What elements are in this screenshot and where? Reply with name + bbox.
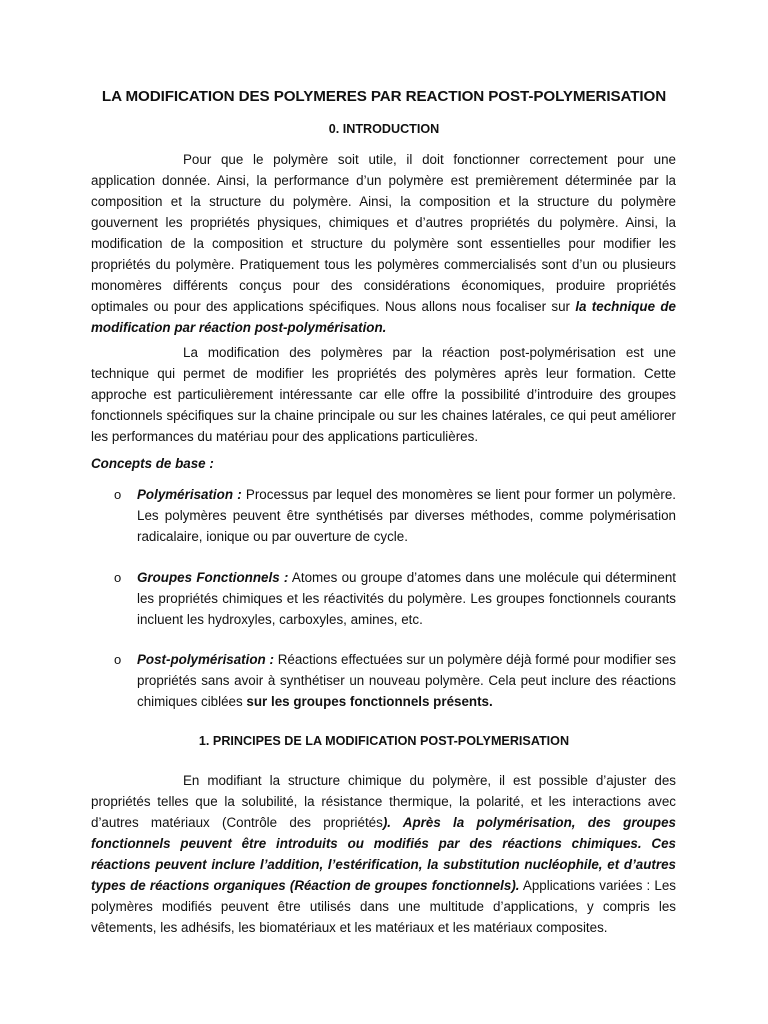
intro-paragraph-1-text: Pour que le polymère soit utile, il doit fonctionner correctement pour une application donnée. Ainsi, la performance d’un polymère est premièrement déterminée par la composition et la structure du polymère. Ainsi, la composition et la structure du polymère gouvernent les propriétés physiques, chimiques et d’autres propriétés du polymère. Ainsi, la modification de la composition et structure du polymère sont essentielles pour modifier les propriétés du polymère. Pratiquement tous les polymères commercialisés sont d’un ou plusieurs monomères différents conçus pour des considérations économiques, produire propriétés optimales ou pour des applications spécifiques. Nous allons nous focaliser sur (91, 152, 676, 314)
bullet-marker: o (114, 487, 122, 502)
section1-text-c: Applications variées : Les polymères modifiés peuvent être utilisés dans une multitude d’applications, y compris les vêtements, les adhésifs, les biomatériaux et les matériaux et les matériaux composites. (91, 878, 676, 935)
section1-text-a: En modifiant la structure chimique du polymère, il est possible d’ajuster des propriétés telles que la solubilité, la résistance thermique, la polarité, et les interactions avec d’autres matériaux (Contrôle des propriétés (91, 773, 676, 830)
intro-paragraph-2: La modification des polymères par la réaction post-polymérisation est une technique qui permet de modifier les propriétés des polymères après leur formation. Cette approche est particulièrement intéressante car elle offre la possibilité d’introduire des groupes fonctionnels spécifiques sur la chaine principale ou sur les chaines latérales, ce qui peut améliorer les performances du matériau pour des applications particulières. (91, 345, 676, 444)
concept-text: Atomes ou groupe d’atomes dans une molécule qui déterminent les propriétés chimiques et les réactivités du polymère. Les groupes fonctionnels courants incluent les hydroxyles, carboxyles, amines, etc. (137, 570, 676, 627)
concept-term: Post-polymérisation : (137, 652, 274, 667)
concepts-heading: Concepts de base : (91, 456, 214, 471)
section-heading-introduction: 0. INTRODUCTION (328, 122, 440, 136)
section1-text-emphasis: ). Après la polymérisation, des groupes fonctionnels peuvent être introduits ou modifiés par des réactions chimiques. Ces réactions peuvent inclure l’addition, l’estérification, la substitution nucléophile, et d’autres types de réactions organiques (Réaction de groupes fonctionnels). (91, 815, 676, 893)
concept-item-post-polymerisation (137, 649, 676, 712)
concept-item-polymerisation (137, 484, 676, 547)
section-heading-principes: 1. PRINCIPES DE LA MODIFICATION POST-POLYMERISATION (198, 734, 570, 748)
intro-paragraph-1 (91, 149, 676, 338)
concept-text: Réactions effectuées sur un polymère déjà formé pour modifier ses propriétés sans avoir à synthétiser un nouveau polymère. Cela peut inclure des réactions chimiques ciblées (137, 652, 676, 709)
concept-text: Processus par lequel des monomères se lient pour former un polymère. Les polymères peuvent être synthétisés par diverses méthodes, comme polymérisation radicalaire, ionique ou par ouverture de cycle. (137, 487, 676, 544)
bullet-marker: o (114, 570, 122, 585)
bullet-marker: o (114, 652, 122, 667)
section1-paragraph (91, 770, 676, 938)
concept-item-groupes-fonctionnels (137, 567, 676, 630)
concept-term: Groupes Fonctionnels : (137, 570, 289, 585)
concept-term: Polymérisation : (137, 487, 242, 502)
intro-paragraph-1-emphasis: la technique de modification par réaction post-polymérisation. (91, 299, 676, 335)
document-title: LA MODIFICATION DES POLYMERES PAR REACTION POST-POLYMERISATION (101, 88, 667, 105)
concept-bold-tail: sur les groupes fonctionnels présents. (246, 694, 493, 709)
